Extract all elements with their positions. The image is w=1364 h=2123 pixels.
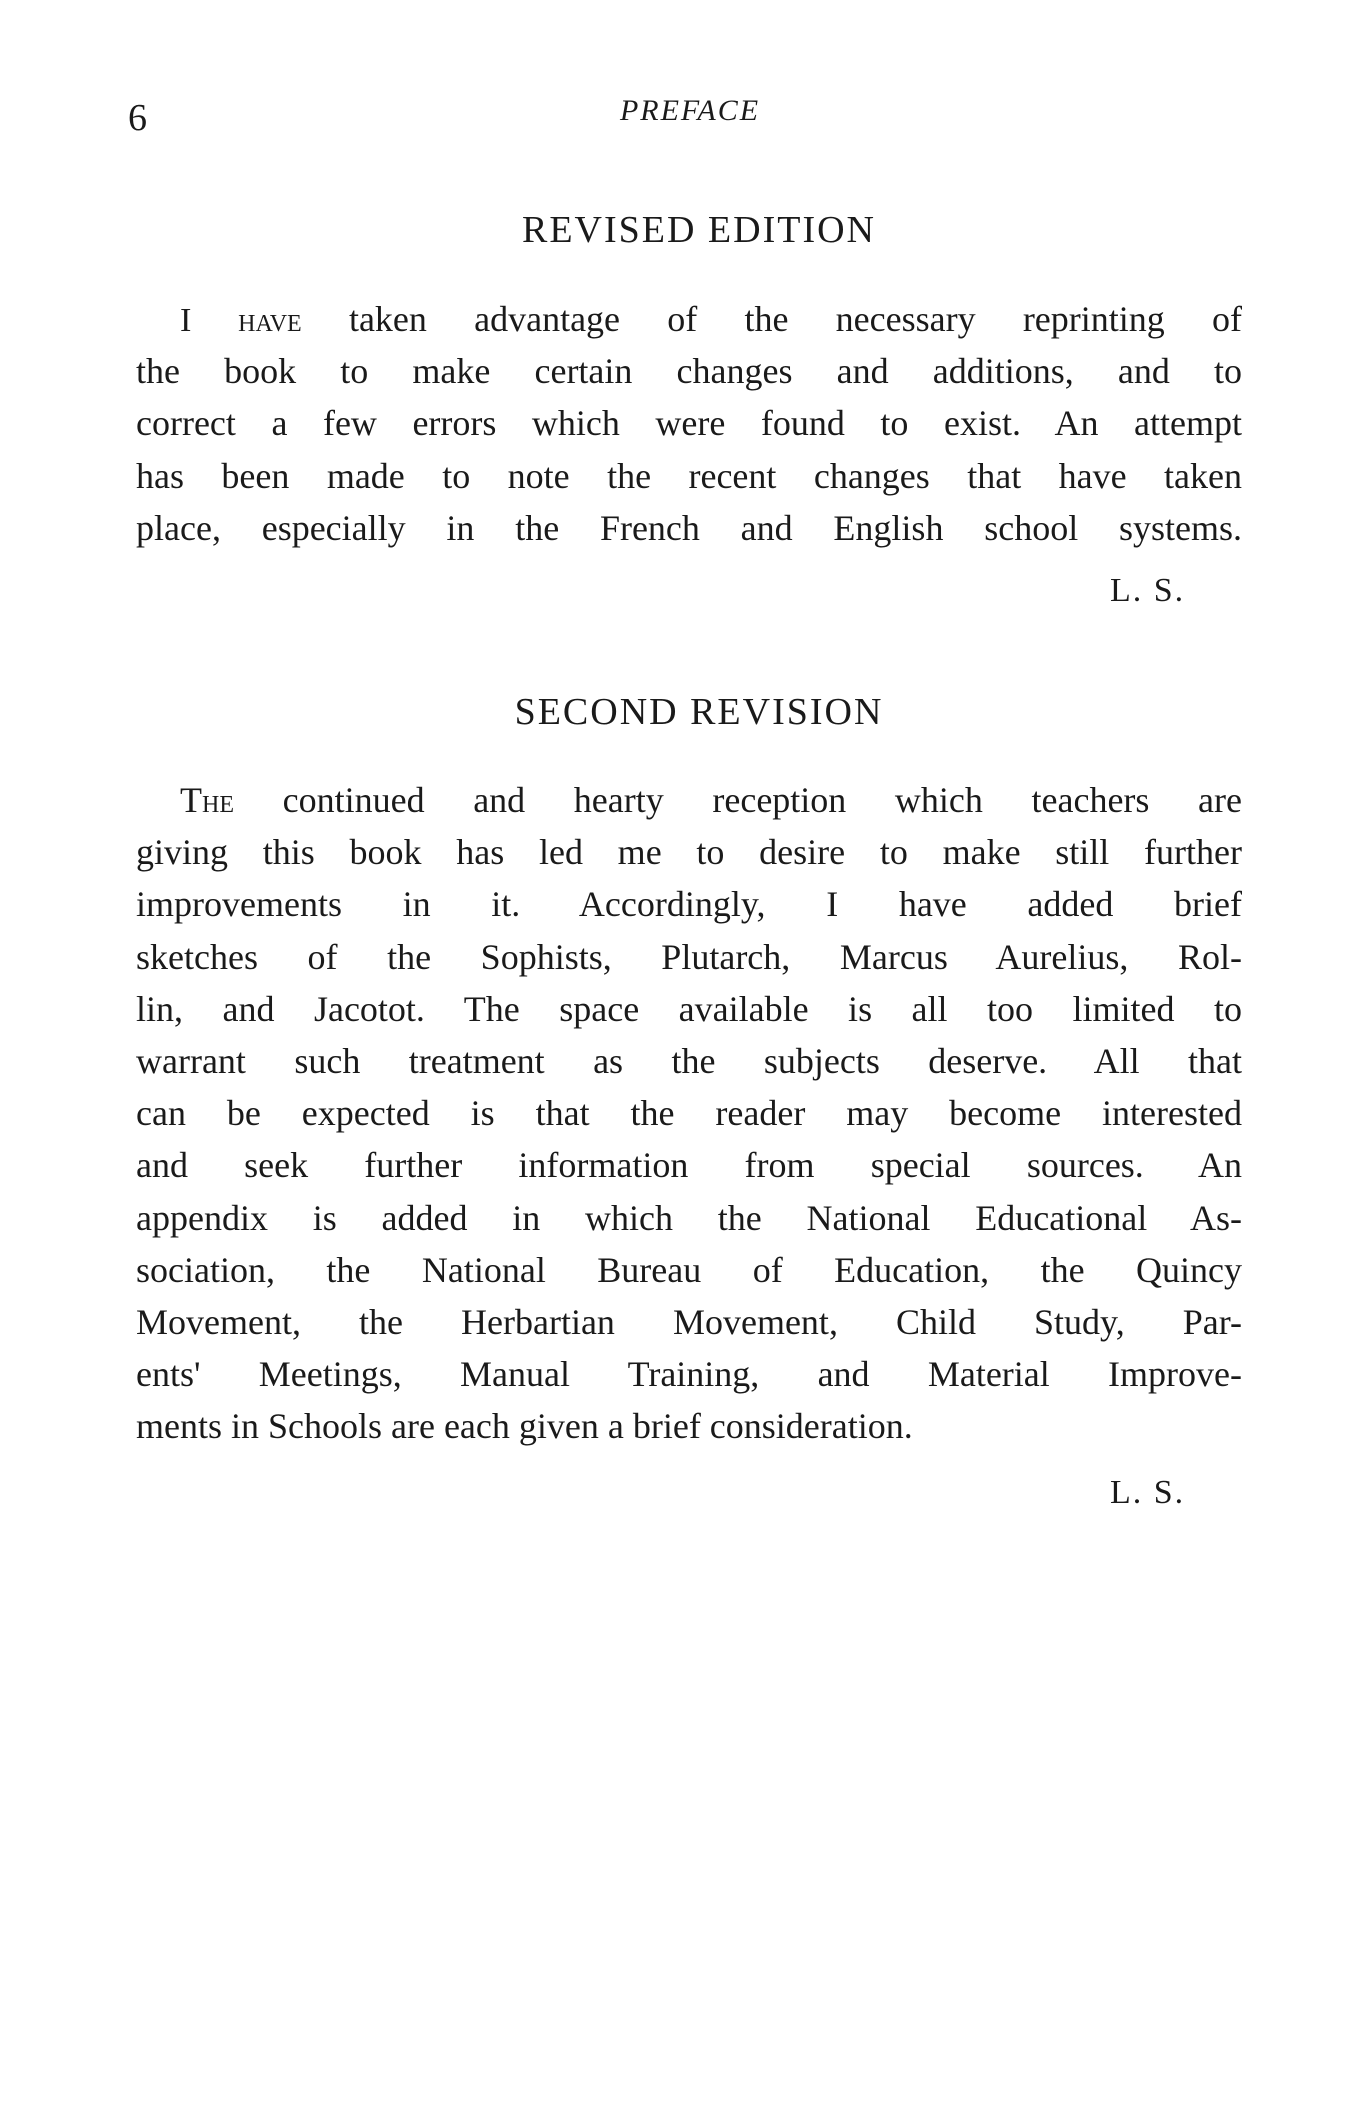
signature: L. S. [1110, 572, 1186, 609]
running-head: PREFACE [619, 94, 761, 127]
text-line: ents' Meetings, Manual Training, and Material Improve- [136, 1354, 1242, 1395]
section-heading-revised-edition: REVISED EDITION [521, 209, 876, 251]
paragraph-revised-edition [136, 293, 1242, 554]
text-line: appendix is added in which the National Educational As- [136, 1197, 1242, 1238]
text-line: correct a few errors which were found to exist. An attempt [136, 403, 1242, 444]
text-line: Movement, the Herbartian Movement, Child Study, Par- [136, 1301, 1242, 1342]
text-line: lin, and Jacotot. The space available is all too limited to [136, 988, 1242, 1029]
line-text: taken advantage of the necessary reprinting of [301, 299, 1242, 339]
text-line: giving this book has led me to desire to make still further [136, 832, 1242, 873]
paragraph-second-revision [136, 774, 1242, 1452]
text-line: can be expected is that the reader may become interested [136, 1093, 1242, 1134]
text-line: improvements in it. Accordingly, I have added brief [136, 884, 1242, 925]
text-line: and seek further information from special sources. An [136, 1145, 1242, 1186]
section-heading-second-revision: SECOND REVISION [514, 691, 884, 733]
text-line: place, especially in the French and English school systems. [136, 507, 1242, 548]
text-line: the book to make certain changes and additions, and to [136, 351, 1242, 392]
page-number: 6 [128, 97, 147, 139]
lead-small-caps: he [202, 783, 234, 820]
text-line: has been made to note the recent changes that have taken [136, 455, 1242, 496]
text-line [136, 774, 1242, 826]
text-line: sketches of the Sophists, Plutarch, Marcus Aurelius, Rol- [136, 936, 1242, 977]
signature: L. S. [1110, 1474, 1186, 1511]
text-line: ments in Schools are each given a brief consideration. [136, 1406, 913, 1447]
text-line [136, 293, 1242, 345]
lead-initial: T [180, 780, 202, 820]
text-line: warrant such treatment as the subjects deserve. All that [136, 1040, 1242, 1081]
line-text: continued and hearty reception which teachers are [234, 780, 1242, 820]
text-line: sociation, the National Bureau of Education, the Quincy [136, 1249, 1242, 1290]
lead-small-caps: I have [180, 302, 302, 339]
